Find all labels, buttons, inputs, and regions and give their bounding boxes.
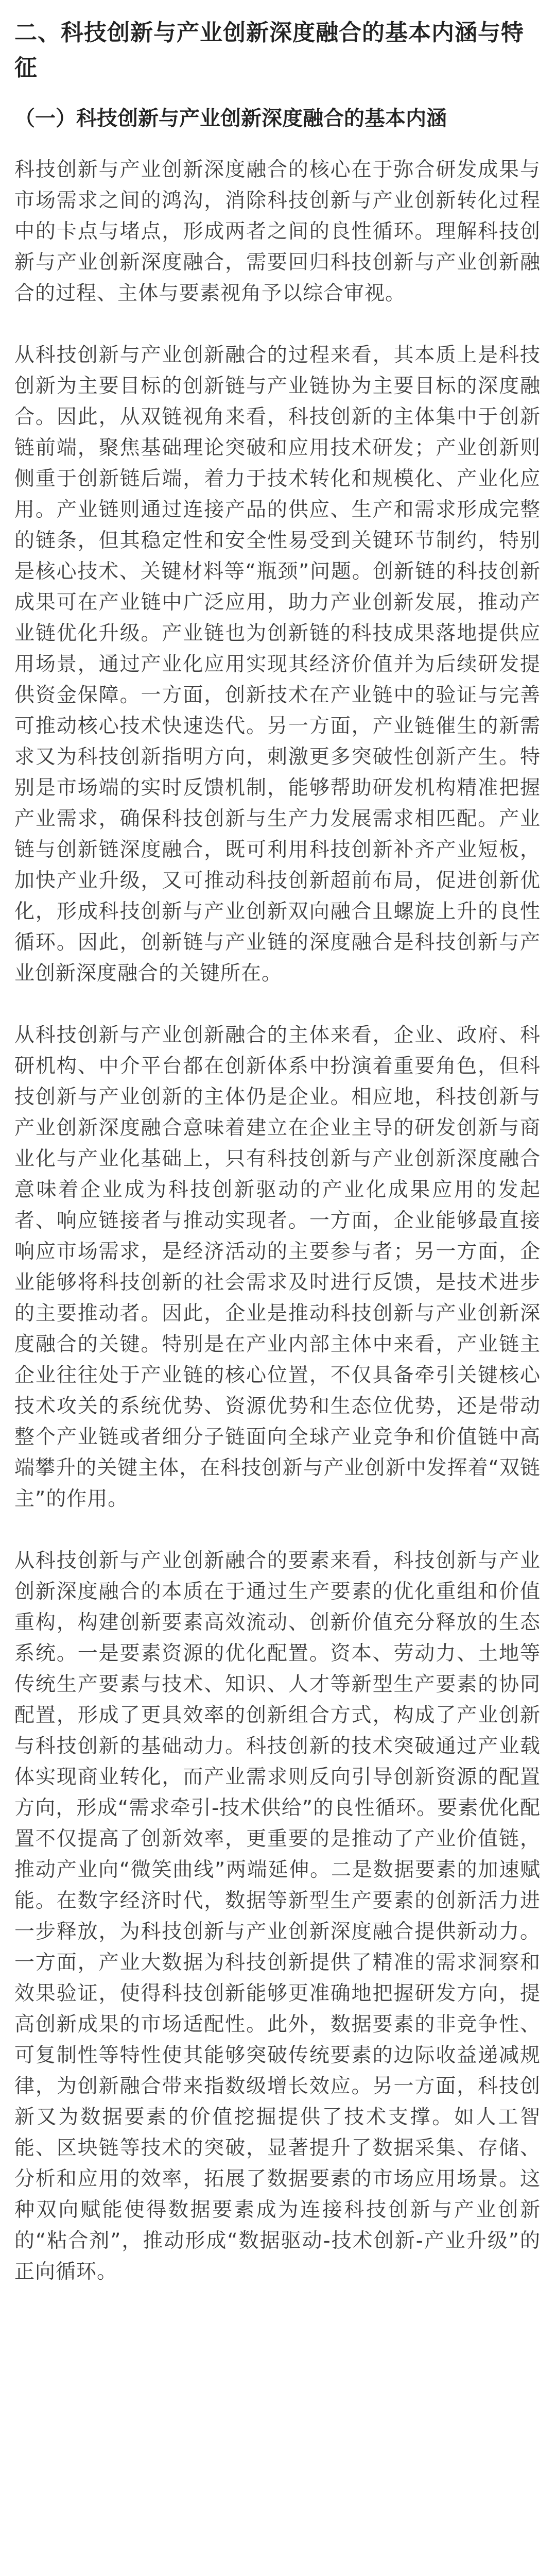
subsection-title: （一）科技创新与产业创新深度融合的基本内涵 — [14, 107, 447, 130]
section-title: 二、科技创新与产业创新深度融合的基本内涵与特征 — [14, 20, 524, 81]
paragraph-process: 从科技创新与产业创新融合的过程来看，其本质上是科技创新为主要目标的创新链与产业链协为主要目标的深度融合。因此，从双链视角来看，科技创新的主体集中于创新链前端，聚焦基础理论突破和应用技术研发；产业创新则侧重于创新链后端，着力于技术转化和规模化、产业化应用。产业链则通过连接产品的供应、生产和需求形成完整的链条，但其稳定性和安全性易受到关键环节制约，特别是核心技术、关键材料等“瓶颈”问题。创新链的科技创新成果可在产业链中广泛应用，助力产业创新发展，推动产业链优化升级。产业链也为创新链的科技成果落地提供应用场景，通过产业化应用实现其经济价值并为后续研发提供资金保障。一方面，创新技术在产业链中的验证与完善可推动核心技术快速迭代。另一方面，产业链催生的新需求又为科技创新指明方向，刺激更多突破性创新产生。特别是市场端的实时反馈机制，能够帮助研发机构精准把握产业需求，确保科技创新与生产力发展需求相匹配。产业链与创新链深度融合，既可利用科技创新补齐产业短板，加快产业升级，又可推动科技创新超前布局，促进创新优化，形成科技创新与产业创新双向融合且螺旋上升的良性循环。因此，创新链与产业链的深度融合是科技创新与产业创新深度融合的关键所在。 — [14, 344, 541, 985]
paragraph-intro: 科技创新与产业创新深度融合的核心在于弥合研发成果与市场需求之间的鸿沟，消除科技创新与产业创新转化过程中的卡点与堵点，形成两者之间的良性循环。理解科技创新与产业创新深度融合，需要回归科技创新与产业创新融合的过程、主体与要素视角予以综合审视。 — [14, 158, 541, 305]
paragraph-subject: 从科技创新与产业创新融合的主体来看，企业、政府、科研机构、中介平台都在创新体系中扮演着重要角色，但科技创新与产业创新的主体仍是企业。相应地，科技创新与产业创新深度融合意味着建立在企业主导的研发创新与商业化与产业化基础上，只有科技创新与产业创新深度融合意味着企业成为科技创新驱动的产业化成果应用的发起者、响应链接者与推动实现者。一方面，企业能够最直接响应市场需求，是经济活动的主要参与者；另一方面，企业能够将科技创新的社会需求及时进行反馈，是技术进步的主要推动者。因此，企业是推动科技创新与产业创新深度融合的关键。特别是在产业内部主体中来看，产业链主企业往往处于产业链的核心位置，不仅具备牵引关键核心技术攻关的系统优势、资源优势和生态位优势，还是带动整个产业链或者细分子链面向全球产业竞争和价值链中高端攀升的关键主体，在科技创新与产业创新中发挥着“双链主”的作用。 — [14, 1024, 541, 1511]
paragraph-elements: 从科技创新与产业创新融合的要素来看，科技创新与产业创新深度融合的本质在于通过生产要素的优化重组和价值重构，构建创新要素高效流动、创新价值充分释放的生态系统。一是要素资源的优化配置。资本、劳动力、土地等传统生产要素与技术、知识、人才等新型生产要素的协同配置，形成了更具效率的创新组合方式，构成了产业创新与科技创新的基础动力。科技创新的技术突破通过产业载体实现商业转化，而产业需求则反向引导创新资源的配置方向，形成“需求牵引-技术供给”的良性循环。要素优化配置不仅提高了创新效率，更重要的是推动了产业价值链，推动产业向“微笑曲线”两端延伸。二是数据要素的加速赋能。在数字经济时代，数据等新型生产要素的创新活力进一步释放，为科技创新与产业创新深度融合提供新动力。一方面，产业大数据为科技创新提供了精准的需求洞察和效果验证，使得科技创新能够更准确地把握研发方向，提高创新成果的市场适配性。此外，数据要素的非竞争性、可复制性等特性使其能够突破传统要素的边际收益递减规律，为创新融合带来指数级增长效应。另一方面，科技创新又为数据要素的价值挖掘提供了技术支撑。如人工智能、区块链等技术的突破，显著提升了数据采集、存储、分析和应用的效率，拓展了数据要素的市场应用场景。这种双向赋能使得数据要素成为连接科技创新与产业创新的“粘合剂”，推动形成“数据驱动-技术创新-产业升级”的正向循环。 — [14, 1549, 541, 2283]
